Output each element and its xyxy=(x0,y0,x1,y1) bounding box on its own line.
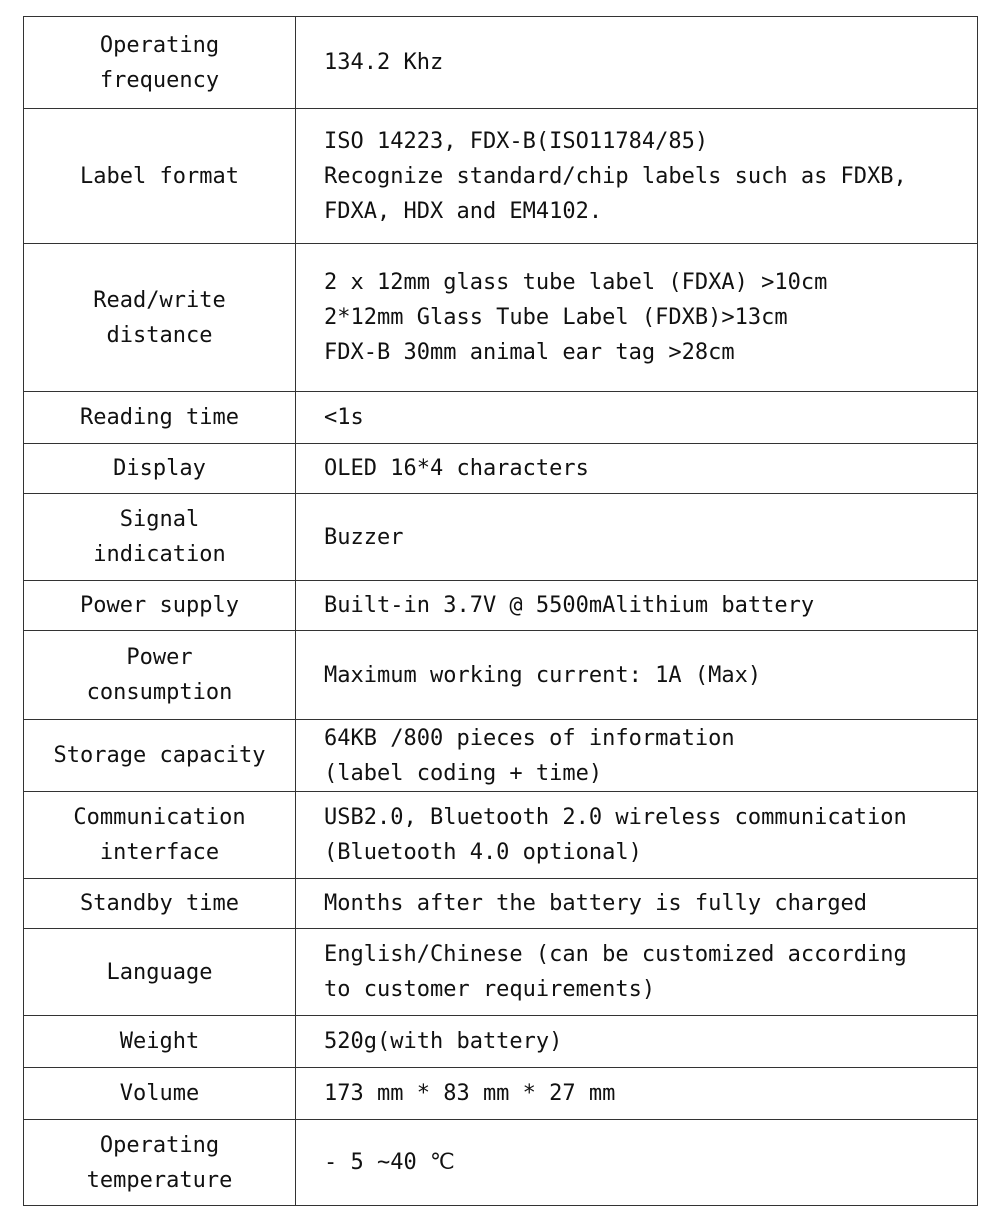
table-row xyxy=(24,109,978,244)
label-line: Operating xyxy=(99,1132,220,1158)
label-line: Signal xyxy=(119,507,200,532)
table-row xyxy=(24,879,978,929)
value-line: 520g(with battery) xyxy=(324,1029,563,1054)
spec-value-read-write-distance xyxy=(296,244,978,392)
label-line: consumption xyxy=(86,680,233,705)
value-line: ISO 14223, FDX-B(ISO11784/85) xyxy=(324,128,709,154)
table-row xyxy=(24,1120,978,1206)
value-line: Months after the battery is fully charged xyxy=(324,891,868,916)
spec-label-power-supply xyxy=(24,581,296,631)
spec-value-weight xyxy=(296,1016,978,1068)
label-line: Communication xyxy=(73,805,246,830)
label-line: distance xyxy=(106,322,213,348)
spec-label-reading-time xyxy=(24,392,296,444)
label-line: Label format xyxy=(80,163,239,189)
value-line: 2*12mm Glass Tube Label (FDXB)>13cm xyxy=(324,305,788,330)
table-row xyxy=(24,1068,978,1120)
spec-value-volume xyxy=(296,1068,978,1120)
spec-value-language xyxy=(296,929,978,1016)
spec-label-weight xyxy=(24,1016,296,1068)
spec-value-reading-time xyxy=(296,392,978,444)
label-line: interface xyxy=(99,840,220,865)
value-line: Buzzer xyxy=(324,524,404,550)
table-row xyxy=(24,444,978,494)
table-row xyxy=(24,494,978,581)
spec-value-power-consumption xyxy=(296,631,978,720)
value-line: (label coding + time) xyxy=(324,760,603,786)
value-line: <1s xyxy=(324,405,364,430)
value-line: - 5 ~40 ℃ xyxy=(324,1150,455,1175)
table-row xyxy=(24,792,978,879)
value-line: 2 x 12mm glass tube label (FDXA) >10cm xyxy=(324,270,828,295)
value-line: Maximum working current: 1A (Max) xyxy=(324,662,762,688)
spec-label-power-consumption xyxy=(24,631,296,720)
value-line: English/Chinese (can be customized according xyxy=(324,942,907,967)
value-line: OLED 16*4 characters xyxy=(324,456,589,481)
table-row xyxy=(24,720,978,792)
spec-value-storage-capacity xyxy=(296,720,978,792)
label-line: Weight xyxy=(119,1029,200,1054)
label-line: Power xyxy=(126,645,193,670)
label-line: Language xyxy=(106,959,213,985)
spec-label-display xyxy=(24,444,296,494)
value-line: (Bluetooth 4.0 optional) xyxy=(324,840,642,865)
spec-value-display xyxy=(296,444,978,494)
spec-label-storage-capacity xyxy=(24,720,296,792)
spec-label-read-write-distance xyxy=(24,244,296,392)
label-line: Reading time xyxy=(80,405,239,430)
table-row xyxy=(24,581,978,631)
label-line: Volume xyxy=(119,1081,200,1106)
label-line: temperature xyxy=(86,1167,233,1193)
spec-value-operating-temperature xyxy=(296,1120,978,1206)
spec-label-operating-temperature xyxy=(24,1120,296,1206)
label-line: Read/write xyxy=(93,287,226,313)
specifications-table xyxy=(23,16,978,1206)
value-line: 64KB /800 pieces of information xyxy=(324,725,735,751)
table-row xyxy=(24,244,978,392)
spec-label-signal-indication xyxy=(24,494,296,581)
label-line: Storage capacity xyxy=(53,743,266,768)
table-row xyxy=(24,17,978,109)
value-line: FDXA, HDX and EM4102. xyxy=(324,198,603,224)
spec-label-communication-interface xyxy=(24,792,296,879)
spec-label-language xyxy=(24,929,296,1016)
value-line: USB2.0, Bluetooth 2.0 wireless communication xyxy=(324,805,907,830)
table-row xyxy=(24,392,978,444)
label-line: frequency xyxy=(99,67,220,93)
label-line: indication xyxy=(93,542,226,567)
value-line: 134.2 Khz xyxy=(324,50,444,75)
label-line: Display xyxy=(113,456,206,481)
table-row xyxy=(24,1016,978,1068)
value-line: Built-in 3.7V @ 5500mAlithium battery xyxy=(324,593,815,618)
spec-value-power-supply xyxy=(296,581,978,631)
spec-value-signal-indication xyxy=(296,494,978,581)
spec-label-standby-time xyxy=(24,879,296,929)
value-line: to customer requirements) xyxy=(324,977,656,1002)
value-line: FDX-B 30mm animal ear tag >28cm xyxy=(324,340,735,365)
value-line: 173 mm * 83 mm * 27 mm xyxy=(324,1081,616,1106)
label-line: Standby time xyxy=(80,891,239,916)
label-line: Power supply xyxy=(80,593,239,618)
spec-label-volume xyxy=(24,1068,296,1120)
spec-value-label-format xyxy=(296,109,978,244)
spec-value-standby-time xyxy=(296,879,978,929)
label-line: Operating xyxy=(99,32,220,58)
spec-label-operating-frequency xyxy=(24,17,296,109)
table-row xyxy=(24,631,978,720)
value-line: Recognize standard/chip labels such as FDXB, xyxy=(324,163,907,189)
spec-value-operating-frequency xyxy=(296,17,978,109)
spec-label-label-format xyxy=(24,109,296,244)
table-row xyxy=(24,929,978,1016)
spec-value-communication-interface xyxy=(296,792,978,879)
